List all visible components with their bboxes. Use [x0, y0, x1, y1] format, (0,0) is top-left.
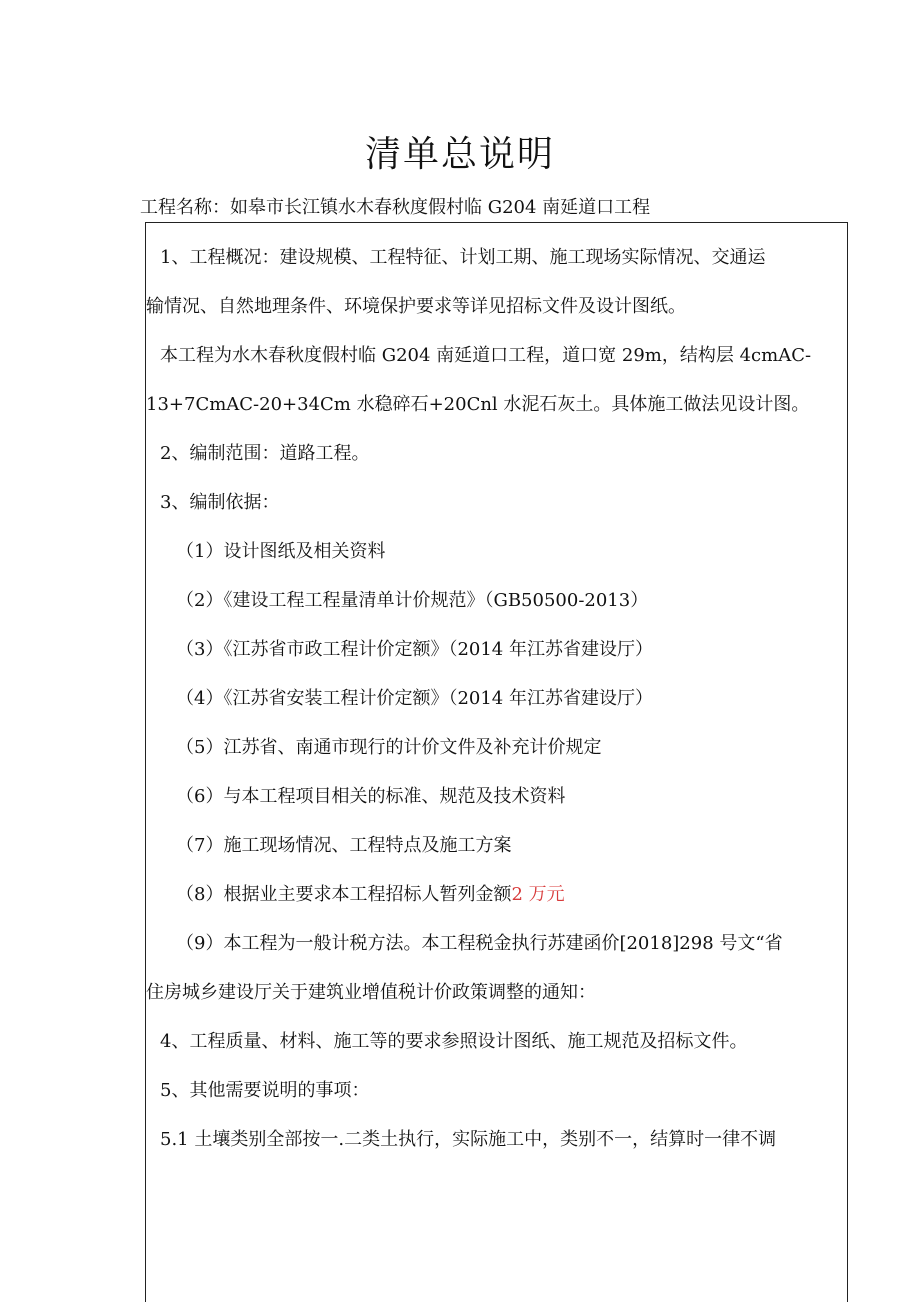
project-name: 工程名称：如皋市长江镇水木春秋度假村临 G204 南延道口工程 — [140, 197, 651, 218]
text-line: 1、工程概况：建设规模、工程特征、计划工期、施工现场实际情况、交通运 — [160, 247, 766, 268]
list-item: （3）《江苏省市政工程计价定额》（2014 年江苏省建设厅） — [176, 639, 653, 660]
text-line: 输情况、自然地理条件、环境保护要求等详见招标文件及设计图纸。 — [146, 296, 686, 317]
page-title: 清单总说明 — [364, 134, 555, 175]
list-item: （4）《江苏省安装工程计价定额》（2014 年江苏省建设厅） — [176, 688, 653, 709]
list-item — [146, 880, 877, 906]
list-item: （1）设计图纸及相关资料 — [176, 541, 386, 562]
text-line: 住房城乡建设厅关于建筑业增值税计价政策调整的通知： — [146, 982, 596, 1003]
list-item: （6）与本工程项目相关的标准、规范及技术资料 — [176, 786, 566, 807]
text-line: 5、其他需要说明的事项： — [160, 1080, 370, 1101]
list-item: （2）《建设工程工程量清单计价规范》（GB50500-2013） — [176, 590, 649, 611]
description-box — [145, 222, 848, 1302]
text-line: 2、编制范围：道路工程。 — [160, 443, 370, 464]
list-item: （5）江苏省、南通市现行的计价文件及补充计价规定 — [176, 737, 602, 758]
provisional-amount: 2 万元 — [511, 884, 565, 905]
text-line: 本工程为水木春秋度假村临 G204 南延道口工程，道口宽 29m，结构层 4cmAC- — [160, 345, 812, 366]
list-item-text: （8）根据业主要求本工程招标人暂列金额 — [176, 884, 512, 905]
text-line: 5.1 土壤类别全部按一.二类土执行，实际施工中，类别不一，结算时一律不调 — [160, 1129, 777, 1150]
text-line: 4、工程质量、材料、施工等的要求参照设计图纸、施工规范及招标文件。 — [160, 1031, 748, 1052]
list-item: （9）本工程为一般计税方法。本工程税金执行苏建函价[2018]298 号文“省 — [176, 933, 783, 954]
list-item: （7）施工现场情况、工程特点及施工方案 — [176, 835, 512, 856]
text-line: 3、编制依据： — [160, 492, 280, 513]
text-line: 13+7CmAC-20+34Cm 水稳碎石+20Cnl 水泥石灰土。具体施工做法见设计图。 — [146, 394, 810, 415]
